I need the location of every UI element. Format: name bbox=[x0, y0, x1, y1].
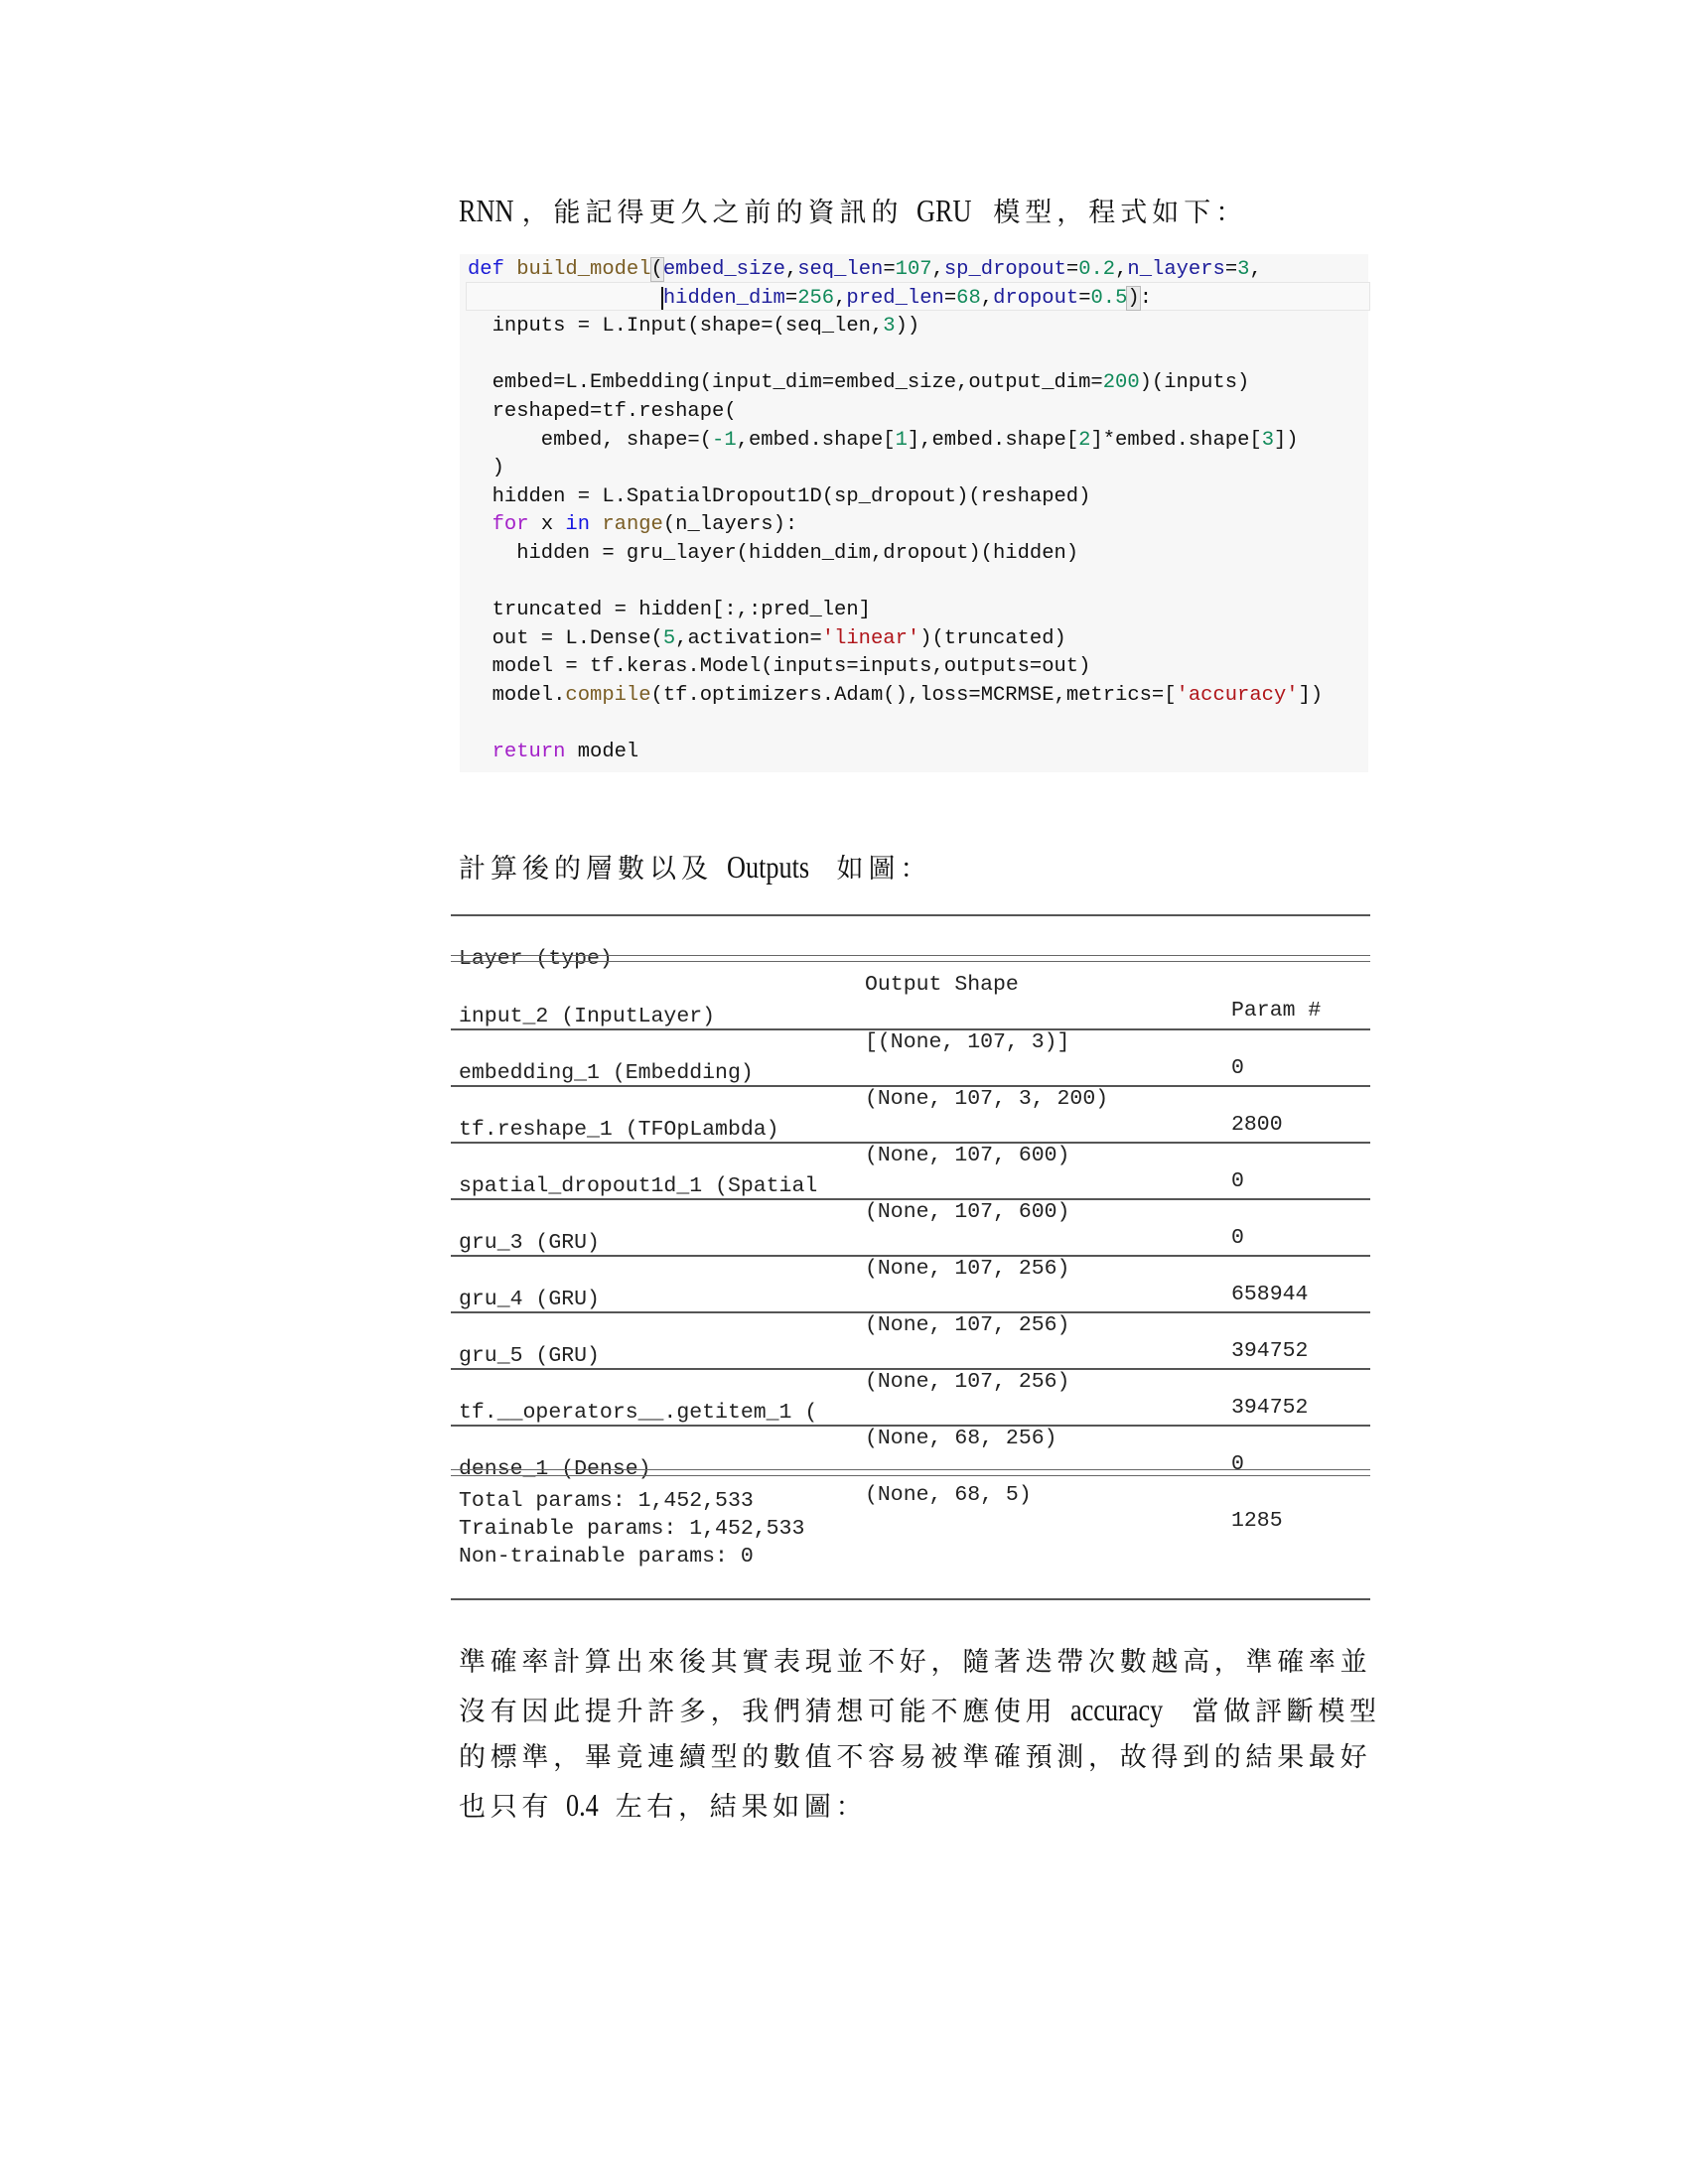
heading2-text: 計算後的層數以及 bbox=[459, 854, 727, 885]
paragraph-value: 0.4 bbox=[566, 1786, 600, 1823]
code-block bbox=[460, 254, 1368, 772]
param-count: 658944 bbox=[1231, 1283, 1309, 1306]
layer-name: input_2 (InputLayer) bbox=[459, 1005, 716, 1028]
row-rule bbox=[451, 1028, 1370, 1030]
row-rule bbox=[451, 1368, 1370, 1370]
code-line-8: ) bbox=[468, 457, 504, 480]
code-line-6: reshaped=tf.reshape( bbox=[468, 399, 737, 423]
layer-name: spatial_dropout1d_1 (Spatial bbox=[459, 1174, 818, 1198]
layer-name: gru_3 (GRU) bbox=[459, 1231, 600, 1255]
bottom-rule bbox=[451, 1598, 1370, 1600]
paragraph-line-2-pre: 沒有因此提升許多，我們猜想可能不應使用 bbox=[459, 1696, 1070, 1727]
paragraph-line-3: 的標準，畢竟連續型的數值不容易被準確預測，故得到的結果最好 bbox=[459, 1742, 1372, 1773]
intro-gru: GRU bbox=[916, 193, 972, 228]
param-count: 2800 bbox=[1231, 1113, 1283, 1137]
summary-heading bbox=[459, 851, 932, 883]
layer-name: gru_5 (GRU) bbox=[459, 1344, 600, 1368]
output-shape: (None, 107, 600) bbox=[865, 1200, 1070, 1224]
output-shape: (None, 68, 256) bbox=[865, 1427, 1057, 1450]
paragraph-line-2 bbox=[459, 1687, 1381, 1736]
total-params: Total params: 1,452,533 bbox=[459, 1489, 754, 1513]
output-shape: (None, 107, 256) bbox=[865, 1313, 1070, 1337]
intro-rnn: RNN bbox=[459, 193, 514, 228]
output-shape: [(None, 107, 3)] bbox=[865, 1030, 1070, 1054]
code-line-9: hidden = L.SpatialDropout1D(sp_dropout)(reshaped) bbox=[468, 484, 1091, 508]
layer-name: gru_4 (GRU) bbox=[459, 1288, 600, 1311]
output-shape: (None, 107, 256) bbox=[865, 1370, 1070, 1394]
code-line-11: hidden = gru_layer(hidden_dim,dropout)(hidden) bbox=[468, 541, 1079, 565]
code-line-5: embed=L.Embedding(input_dim=embed_size,output_dim=200)(inputs) bbox=[468, 371, 1250, 395]
layer-name: tf.reshape_1 (TFOpLambda) bbox=[459, 1118, 779, 1142]
header-layer: Layer (type) bbox=[459, 947, 613, 971]
heading2-text-2: 如圖： bbox=[822, 854, 932, 885]
param-count: 0 bbox=[1231, 1452, 1244, 1476]
paragraph-line-4-pre: 也只有 bbox=[459, 1791, 567, 1823]
intro-text-2: 模型，程式如下： bbox=[979, 198, 1248, 228]
paragraph-line-1: 準確率計算出來後其實表現並不好，隨著迭帶次數越高，準確率並 bbox=[459, 1647, 1372, 1678]
code-line-16: model.compile(tf.optimizers.Adam(),loss=MCRMSE,metrics=['accuracy']) bbox=[468, 683, 1324, 707]
layer-name: dense_1 (Dense) bbox=[459, 1457, 651, 1481]
intro-text: ，能記得更久之前的資訊的 bbox=[521, 198, 917, 228]
accuracy-paragraph bbox=[459, 1640, 1381, 1831]
header-shape: Output Shape bbox=[865, 973, 1019, 997]
code-line-7: embed, shape=(-1,embed.shape[1],embed.shape[2]*embed.shape[3]) bbox=[468, 428, 1299, 452]
code-line-1: def build_model(embed_size,seq_len=107,sp_dropout=0.2,n_layers=3, bbox=[468, 258, 1262, 281]
param-count: 394752 bbox=[1231, 1396, 1309, 1420]
param-count: 0 bbox=[1231, 1056, 1244, 1080]
code-line-3: inputs = L.Input(shape=(seq_len,3)) bbox=[468, 315, 920, 339]
code-line-10: for x in range(n_layers): bbox=[492, 513, 798, 537]
intro-sentence bbox=[459, 195, 1247, 226]
top-rule bbox=[451, 914, 1370, 916]
param-count: 0 bbox=[1231, 1169, 1244, 1193]
row-rule bbox=[451, 1311, 1370, 1313]
output-shape: (None, 107, 600) bbox=[865, 1144, 1070, 1167]
paragraph-line-4-post: 左右，結果如圖： bbox=[602, 1791, 868, 1823]
layer-name: tf.__operators__.getitem_1 ( bbox=[459, 1401, 818, 1425]
code-line-15: model = tf.keras.Model(inputs=inputs,outputs=out) bbox=[468, 655, 1091, 679]
output-shape: (None, 68, 5) bbox=[865, 1483, 1032, 1507]
footer-double-rule bbox=[451, 1469, 1370, 1476]
output-shape: (None, 107, 3, 200) bbox=[865, 1087, 1109, 1111]
output-shape: (None, 107, 256) bbox=[865, 1257, 1070, 1281]
layer-name: embedding_1 (Embedding) bbox=[459, 1061, 754, 1085]
code-line-13: truncated = hidden[:,:pred_len] bbox=[468, 599, 871, 622]
param-count: 0 bbox=[1231, 1226, 1244, 1250]
header-params: Param # bbox=[1231, 999, 1322, 1023]
code-line-2: hidden_dim=256,pred_len=68,dropout=0.5): bbox=[662, 286, 1153, 310]
code-line-18: return model bbox=[492, 741, 639, 764]
header-double-rule bbox=[451, 955, 1370, 962]
trainable-params: Trainable params: 1,452,533 bbox=[459, 1517, 805, 1541]
row-rule bbox=[451, 1085, 1370, 1087]
non-trainable-params: Non-trainable params: 0 bbox=[459, 1545, 754, 1569]
row-rule bbox=[451, 1142, 1370, 1144]
param-count: 394752 bbox=[1231, 1339, 1309, 1363]
heading2-outputs: Outputs bbox=[726, 849, 809, 885]
param-count: 1285 bbox=[1231, 1509, 1283, 1533]
row-rule bbox=[451, 1425, 1370, 1427]
row-rule bbox=[451, 1255, 1370, 1257]
code-line-14: out = L.Dense(5,activation='linear')(truncated) bbox=[468, 626, 1066, 650]
paragraph-line-4 bbox=[459, 1782, 1381, 1832]
paragraph-line-2-post: 當做評斷模型 bbox=[1179, 1696, 1381, 1727]
paragraph-accuracy-term: accuracy bbox=[1069, 1691, 1163, 1727]
row-rule bbox=[451, 1198, 1370, 1200]
code-text bbox=[468, 256, 1323, 767]
